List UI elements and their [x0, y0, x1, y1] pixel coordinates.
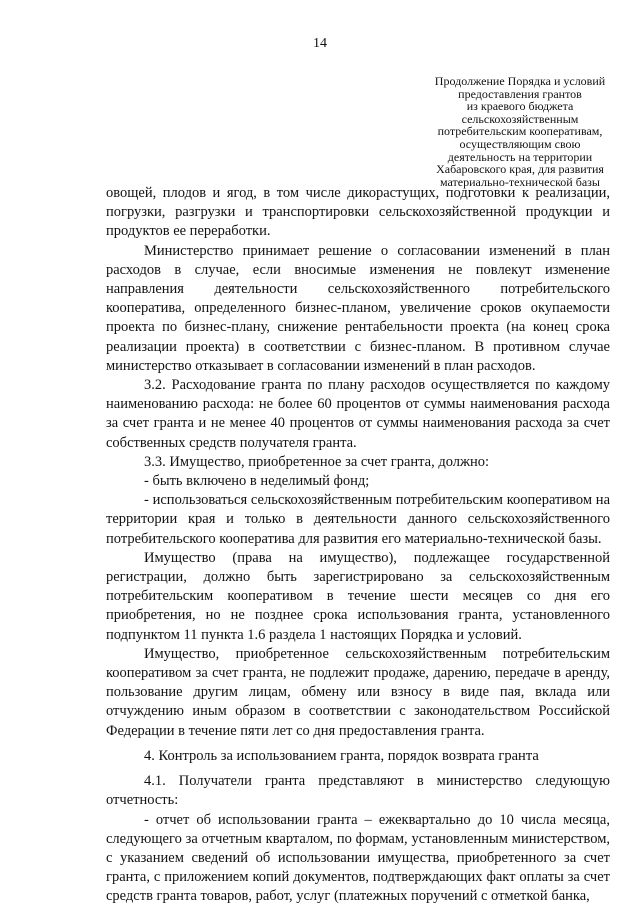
- paragraph: Имущество, приобретенное сельскохозяйственным потребительским кооперативом за счет гранта, не подлежит продаже, дарению, передаче в аренду, пользование другим лицам, обмену или взносу в виде пая, вклада или отчуждению иным образом в соответствии с законодательством Российской Федерации в течение пяти лет со дня предоставления гранта.: [106, 645, 610, 739]
- header-note-line: деятельность на территории: [447, 149, 593, 164]
- header-note-line: материально-технической базы: [440, 174, 600, 189]
- paragraph: Имущество (права на имущество), подлежащее государственной регистрации, должно быть зарегистрировано за сельскохозяйственным потребительским кооперативом в течение шести месяцев со дня его приобретения, но не позднее срока использования гранта, установленного подпунктом 11 пункта 1.6 раздела 1 настоящих Порядка и условий.: [106, 549, 610, 643]
- document-body: [106, 184, 610, 907]
- paragraph: 3.3. Имущество, приобретенное за счет гранта, должно:: [144, 453, 490, 470]
- paragraph: 4.1. Получатели гранта представляют в министерство следующую отчетность:: [106, 773, 610, 809]
- header-note-line: из краевого бюджета: [466, 99, 574, 114]
- header-note-line: Продолжение Порядка и условий: [434, 74, 606, 88]
- list-item: - быть включено в неделимый фонд;: [144, 473, 370, 490]
- list-item: - использоваться сельскохозяйственным потребительским кооперативом на территории края и только в деятельности данного сельскохозяйственного потребительского кооператива для развития его материально-технической базы.: [106, 492, 610, 547]
- paragraph: овощей, плодов и ягод, в том числе дикорастущих, подготовки к реализации, погрузки, разгрузки и транспортировки сельскохозяйственной продукции и продуктов ее переработки.: [106, 185, 610, 240]
- header-note-line: сельскохозяйственным: [461, 111, 579, 126]
- document-header-note: [418, 75, 622, 188]
- paragraph: Министерство принимает решение о согласовании изменений в план расходов в случае, если вносимые изменения не повлекут изменение направления деятельности сельскохозяйственного потребительского кооператива, определенного бизнес-планом, увеличение сроков окупаемости проекта по бизнес-плану, снижение рентабельности проекта (на конец срока реализации проекта) в соответствии с бизнес-планом. В противном случае министерство отказывает в согласовании изменений в план расходов.: [106, 242, 610, 374]
- header-note-line: потребительским кооперативам,: [437, 124, 603, 139]
- page-number: 14: [313, 36, 327, 51]
- header-note-line: Хабаровского края, для развития: [436, 162, 604, 177]
- section-heading: 4. Контроль за использованием гранта, порядок возврата гранта: [144, 747, 539, 764]
- list-item: - отчет об использовании гранта – ежеквартально до 10 числа месяца, следующего за отчетным кварталом, по формам, установленным министерством, с указанием сведений об использовании имущества, приобретенного за счет гранта, с приложением копий документов, подтверждающих факт оплаты за счет средств гранта товаров, работ, услуг (платежных поручений с отметкой банка,: [106, 811, 610, 905]
- header-note-line: осуществляющим свою: [459, 136, 581, 151]
- header-note-line: предоставления грантов: [458, 86, 582, 101]
- paragraph: 3.2. Расходование гранта по плану расходов осуществляется по каждому наименованию расхода: не более 60 процентов от суммы наименования расхода за счет гранта и не менее 40 процентов от суммы наименования расхода за счет собственных средств получателя гранта.: [106, 377, 610, 451]
